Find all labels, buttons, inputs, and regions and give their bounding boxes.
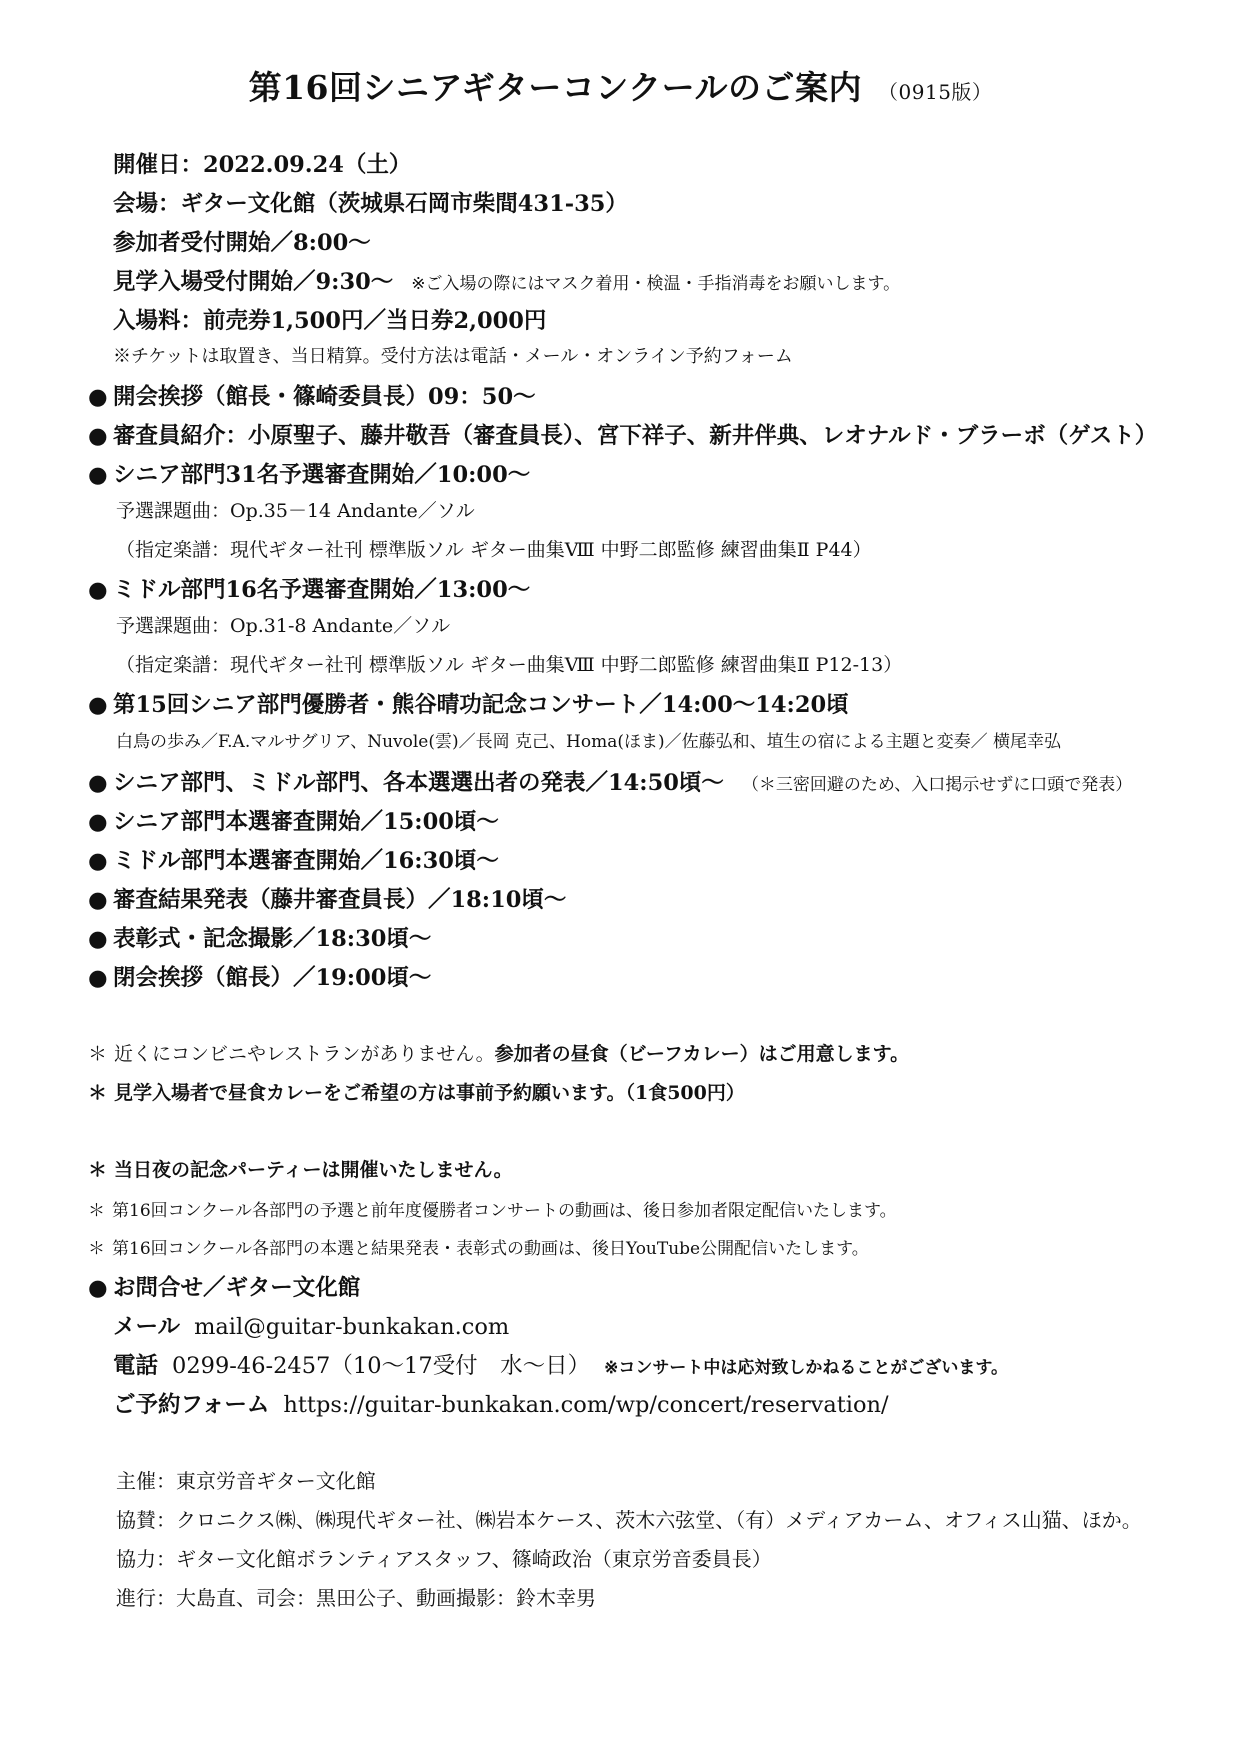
schedule-middle-prelim	[88, 572, 530, 604]
contact-heading	[88, 1270, 360, 1302]
schedule-text: 表彰式・記念撮影／18:30頃～	[113, 926, 432, 952]
asterisk-icon: ＊	[88, 1239, 105, 1259]
bullet-icon: ●	[88, 926, 108, 952]
contact-form	[113, 1387, 889, 1419]
note-text-bold: 参加者の昼食（ビーフカレー）はご用意します。	[494, 1043, 910, 1065]
middle-prelim-score: （指定楽譜：現代ギター社刊 標準版ソル ギター曲集Ⅷ 中野二郎監修 練習曲集Ⅱ P12-13）	[116, 654, 903, 676]
phone-value: 0299-46-2457（10～17受付 水～日）	[172, 1353, 591, 1379]
visitor-note: ※ご入場の際にはマスク着用・検温・手指消毒をお願いします。	[411, 274, 901, 294]
participant-reception: 参加者受付開始／8:00～	[113, 230, 371, 256]
asterisk-icon: ＊	[88, 1043, 108, 1065]
senior-prelim-score: （指定楽譜：現代ギター社刊 標準版ソル ギター曲集Ⅷ 中野二郎監修 練習曲集Ⅱ P44）	[116, 539, 872, 561]
note-party	[88, 1155, 513, 1182]
bullet-icon: ●	[88, 848, 108, 874]
note-text: 当日夜の記念パーティーは開催いたしません。	[114, 1159, 513, 1181]
credit-staff: 進行：大島直、司会：黒田公子、動画撮影：鈴木幸男	[116, 1586, 596, 1610]
schedule-text: シニア部門本選審査開始／15:00頃～	[113, 809, 499, 835]
credit-sponsors: 協賛：クロニクス㈱、㈱現代ギター社、㈱岩本ケース、茨木六弦堂、（有）メディアカーム、オフィス山猫、ほか。	[116, 1508, 1142, 1532]
schedule-judges	[88, 418, 1157, 450]
bullet-icon: ●	[88, 423, 108, 449]
contact-phone	[113, 1348, 1008, 1380]
bullet-icon: ●	[88, 462, 108, 488]
bullet-icon: ●	[88, 887, 108, 913]
schedule-text: 審査員紹介：小原聖子、藤井敬吾（審査員長）、宮下祥子、新井伴典、レオナルド・ブラーボ（ゲスト）	[113, 423, 1158, 449]
senior-prelim-piece: 予選課題曲：Op.35－14 Andante／ソル	[116, 500, 475, 522]
credit-cooperation: 協力：ギター文化館ボランティアスタッフ、篠崎政治（東京労音委員長）	[116, 1547, 772, 1571]
note-video-2	[88, 1234, 869, 1259]
schedule-text: シニア部門31名予選審査開始／10:00～	[113, 462, 531, 488]
visitor-reception: 見学入場受付開始／9:30～	[113, 269, 394, 295]
middle-prelim-piece: 予選課題曲：Op.31-8 Andante／ソル	[116, 615, 451, 637]
schedule-senior-prelim	[88, 457, 530, 489]
schedule-finalists	[88, 765, 1132, 797]
asterisk-icon: ＊	[88, 1201, 105, 1221]
version-label: （0915版）	[878, 80, 993, 104]
note-text: 第16回コンクール各部門の予選と前年度優勝者コンサートの動画は、後日参加者限定配信いたします。	[112, 1201, 897, 1221]
bullet-icon: ●	[88, 384, 108, 410]
bullet-icon: ●	[88, 692, 108, 718]
event-venue: 会場：ギター文化館（茨城県石岡市柴間431-35）	[113, 191, 628, 217]
event-date: 開催日：2022.09.24（土）	[113, 152, 412, 178]
finalists-note: （＊三密回避のため、入口掲示せずに口頭で発表）	[741, 775, 1133, 795]
schedule-text: 開会挨拶（館長・篠崎委員長）09：50～	[113, 384, 536, 410]
page-title	[0, 62, 1241, 109]
note-video-1	[88, 1196, 897, 1221]
schedule-senior-final	[88, 804, 499, 836]
contact-heading-text: お問合せ／ギター文化館	[113, 1275, 361, 1301]
asterisk-icon: ＊	[88, 1159, 108, 1181]
bullet-icon: ●	[88, 1275, 108, 1301]
asterisk-icon: ＊	[88, 1082, 108, 1104]
bullet-icon: ●	[88, 577, 108, 603]
schedule-middle-final	[88, 843, 499, 875]
form-label: ご予約フォーム	[113, 1392, 270, 1418]
schedule-text: 閉会挨拶（館長）／19:00頃～	[113, 965, 432, 991]
admission-fee: 入場料：前売券1,500円／当日券2,000円	[113, 308, 547, 334]
bullet-icon: ●	[88, 965, 108, 991]
bullet-icon: ●	[88, 770, 108, 796]
credit-organizer: 主催：東京労音ギター文化館	[116, 1469, 376, 1493]
schedule-closing	[88, 960, 431, 992]
note-lunch	[88, 1039, 909, 1066]
schedule-concert	[88, 687, 849, 719]
phone-note: ※コンサート中は応対致しかねることがございます。	[604, 1358, 1009, 1378]
title-text: 第16回シニアギターコンクールのご案内	[248, 68, 863, 107]
concert-program: 白鳥の歩み／F.A.マルサグリア、Nuvole(雲)／長岡 克己、Homa(ほま)／佐藤弘和、埴生の宿による主題と変奏／ 横尾幸弘	[116, 732, 1062, 752]
schedule-text: ミドル部門本選審査開始／16:30頃～	[113, 848, 499, 874]
note-text: 近くにコンビニやレストランがありません。	[114, 1043, 495, 1065]
schedule-text: 審査結果発表（藤井審査員長）／18:10頃～	[113, 887, 567, 913]
visitor-reception-line	[113, 264, 900, 296]
note-visitor-lunch	[88, 1078, 745, 1105]
note-text: 第16回コンクール各部門の本選と結果発表・表彰式の動画は、後日YouTube公開配信いたします。	[112, 1239, 869, 1259]
note-text: 見学入場者で昼食カレーをご希望の方は事前予約願います。（1食500円）	[114, 1082, 745, 1104]
mail-label: メール	[113, 1314, 181, 1340]
schedule-award	[88, 921, 431, 953]
form-link[interactable]: https://guitar-bunkakan.com/wp/concert/reservation/	[283, 1392, 889, 1418]
schedule-text: シニア部門、ミドル部門、各本選選出者の発表／14:50頃～	[113, 770, 724, 796]
schedule-text: 第15回シニア部門優勝者・熊谷晴功記念コンサート／14:00～14:20頃	[113, 692, 849, 718]
schedule-text: ミドル部門16名予選審査開始／13:00～	[113, 577, 531, 603]
contact-mail	[113, 1309, 509, 1341]
schedule-results	[88, 882, 566, 914]
bullet-icon: ●	[88, 809, 108, 835]
ticket-note: ※チケットは取置き、当日精算。受付方法は電話・メール・オンライン予約フォーム	[113, 346, 793, 367]
phone-label: 電話	[113, 1353, 159, 1379]
mail-link[interactable]: mail@guitar-bunkakan.com	[194, 1314, 510, 1340]
schedule-opening	[88, 379, 536, 411]
